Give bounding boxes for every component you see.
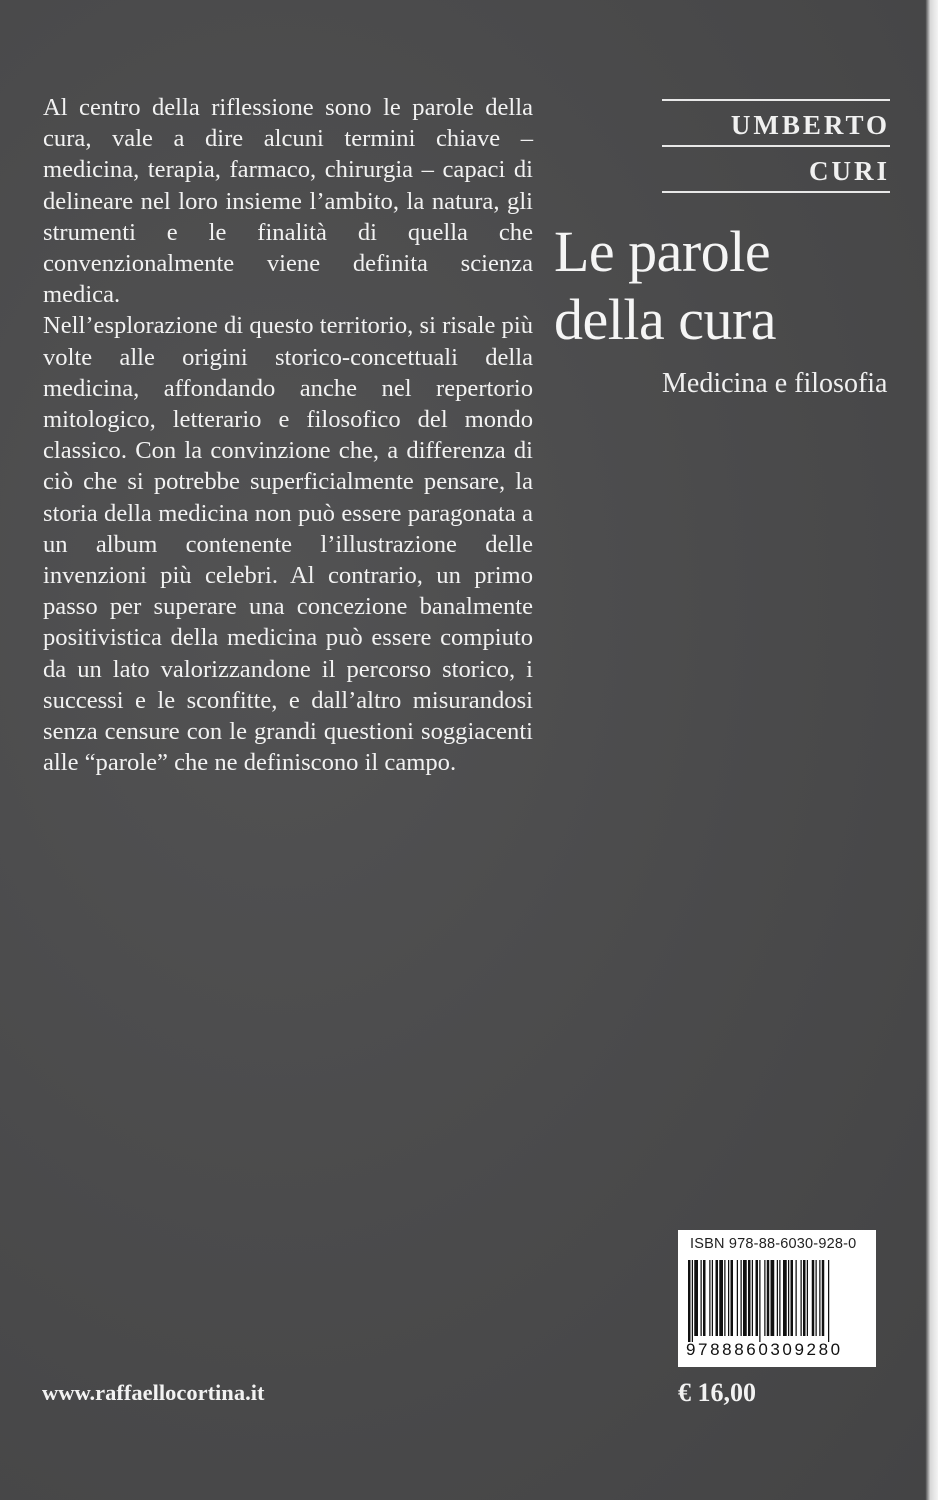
book-title-line-1: Le parole (554, 219, 771, 284)
author-rule-bottom (662, 191, 890, 193)
barcode-icon (686, 1260, 870, 1342)
barcode-bar (801, 1260, 802, 1336)
barcode-bar (709, 1260, 710, 1336)
book-title-line-2: della cura (554, 287, 777, 352)
barcode-bar (812, 1260, 815, 1336)
barcode-bar (783, 1260, 787, 1336)
barcode-bar (771, 1260, 775, 1336)
barcode-bar (731, 1260, 734, 1336)
book-subtitle: Medicina e filosofia (662, 368, 888, 399)
barcode-bar (741, 1260, 742, 1336)
barcode-bar (701, 1260, 702, 1336)
barcode-bar (724, 1260, 725, 1336)
barcode-bar (828, 1260, 829, 1342)
barcode-bar (767, 1260, 770, 1336)
isbn-text: ISBN 978-88-6030-928-0 (690, 1236, 857, 1252)
barcode-bar (822, 1260, 825, 1336)
blurb-paragraph-2: Nell’esplorazione di questo territorio, si risale più volte alle origini storico-concettuali della medicina, affondando anche nel repertorio mitologico, letterario e filosofico del mondo classico. Con la convinzione che, a differenza di ciò che si potrebbe superficialmente pensare, la storia della medicina non può essere paragonata a un album contenente l’illustrazione delle invenzioni più celebri. Al contrario, un primo passo per superare una concezione banalmente positivistica della medicina può essere compiuto da un lato valorizzandone il percorso storico, i successi e le sconfitte, e dall’altro misurandosi senza censure con le grandi questioni soggiacenti alle “parole” che ne definiscono il campo. (43, 312, 533, 777)
barcode-bar (712, 1260, 713, 1336)
barcode-bar (756, 1260, 759, 1336)
barcode-bar (743, 1260, 747, 1336)
barcode-bar (803, 1260, 806, 1336)
barcode-bar (716, 1260, 719, 1336)
blurb-paragraph-1: Al centro della riflessione sono le parole della cura, vale a dire alcuni termini chiave – medicina, terapia, farmaco, chirurgia – capaci di delineare nel loro insieme l’ambito, la natura, gli strumenti e le finalità di quella che convenzionalmente viene definita scienza medica. (43, 94, 533, 309)
barcode-bar (796, 1260, 797, 1336)
barcode-bar (816, 1260, 817, 1336)
barcode-bar (779, 1260, 780, 1336)
author-last-name: CURI (808, 156, 890, 186)
barcode-bar (703, 1260, 706, 1336)
author-block (662, 99, 890, 193)
barcode-bar (719, 1260, 723, 1336)
barcode-bar (694, 1260, 698, 1336)
barcode-bar (748, 1260, 751, 1336)
price-label: € 16,00 (678, 1378, 756, 1407)
barcode-bar (759, 1260, 760, 1342)
book-title (554, 218, 776, 354)
barcode-label (678, 1230, 876, 1367)
blurb-text (43, 92, 533, 778)
barcode-bar (692, 1260, 693, 1342)
barcode-bar (737, 1260, 738, 1336)
page-edge (925, 0, 938, 1500)
barcode-bar (728, 1260, 729, 1336)
barcode-bar (819, 1260, 820, 1336)
barcode-bar (777, 1260, 778, 1336)
barcode-bar (752, 1260, 753, 1336)
publisher-website: www.raffaellocortina.it (42, 1380, 265, 1405)
barcode-digits: 9788860309280 (686, 1340, 843, 1359)
barcode-bar (764, 1260, 765, 1336)
barcode-bar (788, 1260, 789, 1336)
barcode-bar (791, 1260, 794, 1336)
barcode-bar (807, 1260, 808, 1336)
author-first-name: UMBERTO (730, 110, 890, 140)
barcode-bar (688, 1260, 691, 1342)
